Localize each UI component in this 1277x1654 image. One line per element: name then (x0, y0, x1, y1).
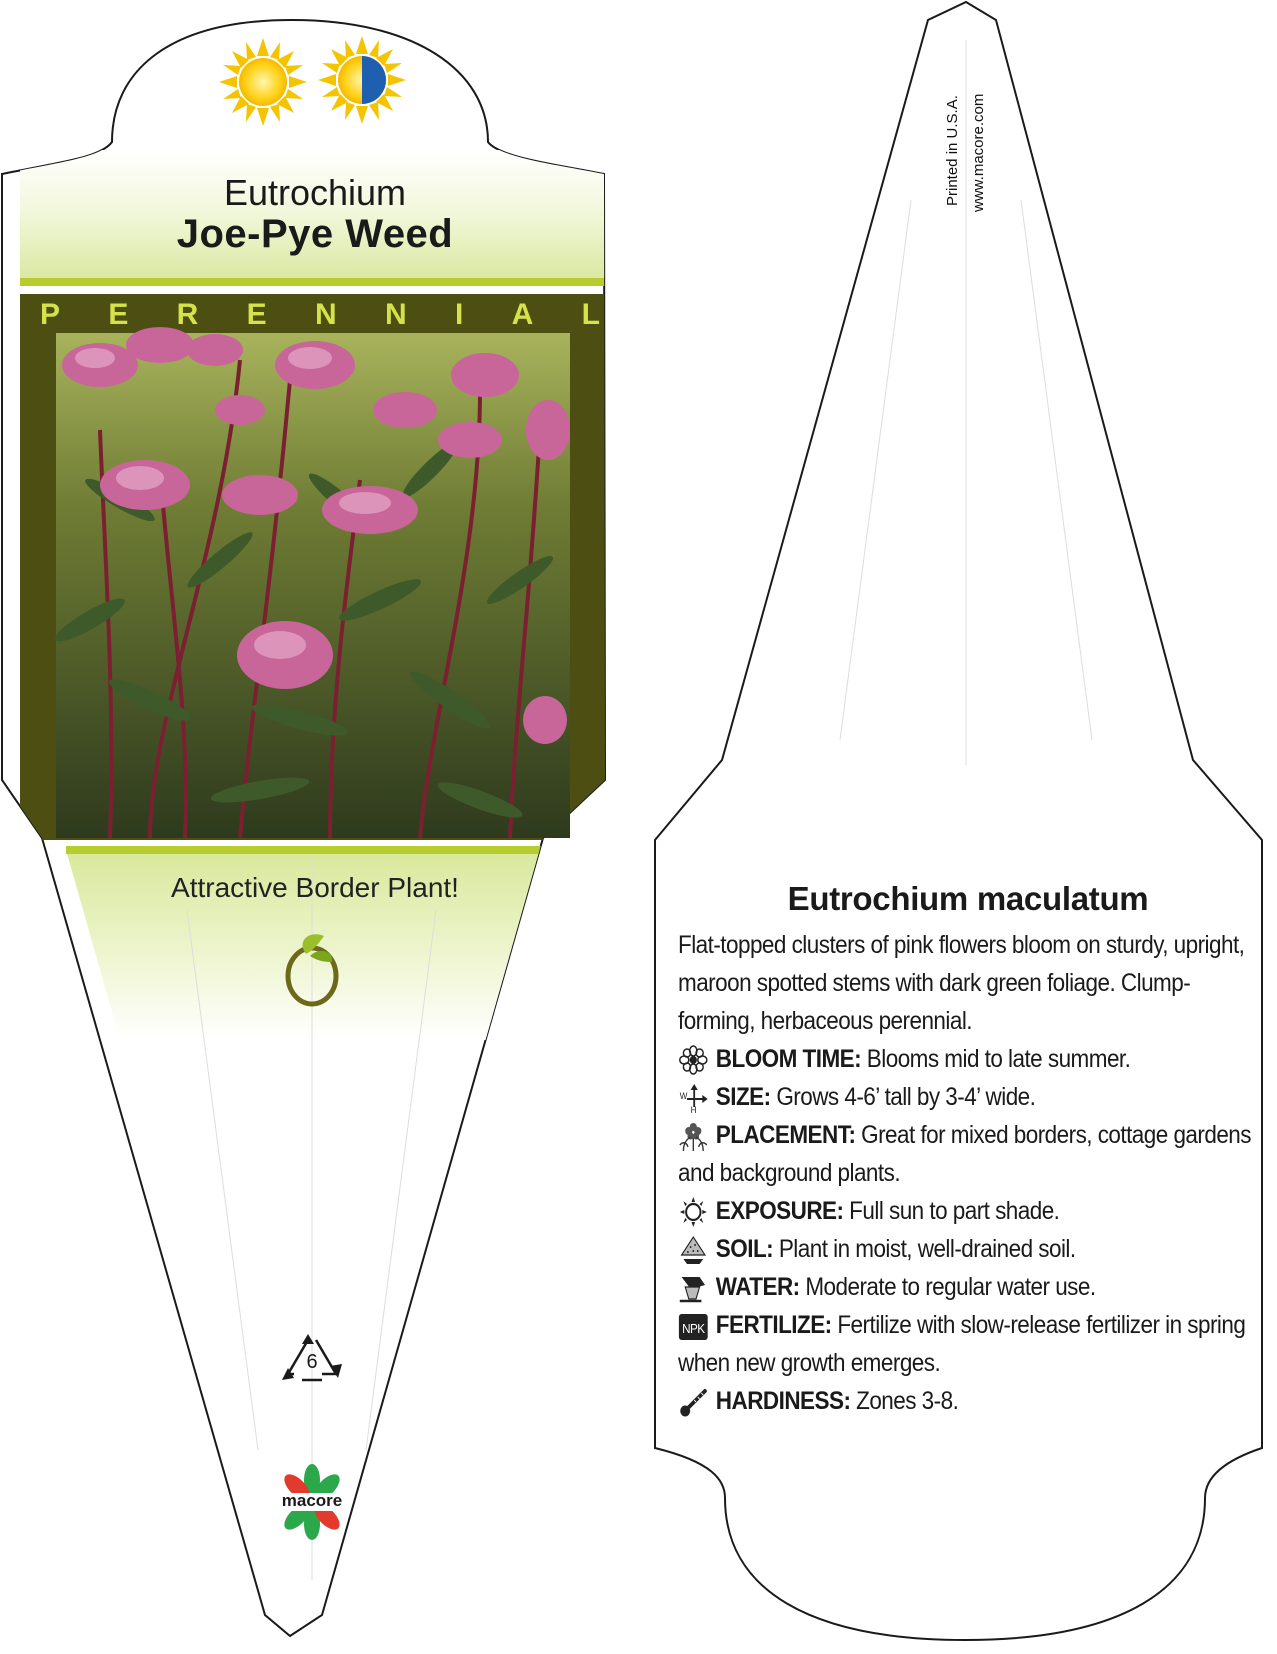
website: www.macore.com (970, 93, 987, 212)
category-letter: P (40, 298, 61, 331)
plant-photo (51, 327, 570, 838)
npk-label: NPK (682, 1321, 705, 1337)
brand-name: macore (281, 1491, 343, 1510)
watering-can-icon (678, 1273, 709, 1303)
care-label: HARDINESS: (715, 1387, 851, 1415)
care-label: SIZE: (715, 1083, 771, 1111)
sun-outline-icon (678, 1197, 709, 1227)
placement-flowers-icon (678, 1121, 709, 1151)
botanical-name: Eutrochium maculatum (787, 880, 1149, 917)
care-text: Moderate to regular water use. (799, 1273, 1096, 1301)
care-label: SOIL: (715, 1235, 774, 1263)
printed-in: Printed in U.S.A. (944, 95, 961, 206)
care-text: Blooms mid to late summer. (861, 1045, 1131, 1073)
care-text: Grows 4-6’ tall by 3-4’ wide. (770, 1083, 1036, 1111)
care-text: Zones 3-8. (850, 1387, 959, 1415)
category-letter: N (384, 298, 407, 331)
care-text: Full sun to part shade. (843, 1197, 1060, 1225)
category-letter: A (511, 298, 534, 331)
care-item-fertilize (678, 1306, 1254, 1382)
category-label (40, 298, 600, 332)
care-text: Great for mixed borders, cottage gardens and background plants. (678, 1121, 1251, 1187)
soil-trowel-icon (678, 1235, 709, 1265)
care-label: BLOOM TIME: (715, 1045, 862, 1073)
care-label: PLACEMENT: (715, 1121, 856, 1149)
common-name: Joe-Pye Weed (176, 212, 454, 256)
care-item-exposure (678, 1192, 1254, 1230)
recycle-number: 6 (306, 1351, 318, 1373)
category-letter: E (108, 298, 129, 331)
care-item-size (678, 1078, 1254, 1116)
part-sun-icon (318, 36, 406, 124)
care-item-water (678, 1268, 1254, 1306)
care-text: Fertilize with slow-release fertilizer in spring when new growth emerges. (678, 1311, 1246, 1377)
care-info (678, 880, 1258, 1420)
care-item-bloom-time (678, 1040, 1254, 1078)
care-item-placement (678, 1116, 1254, 1192)
flower-icon (678, 1045, 709, 1075)
care-label: FERTILIZE: (715, 1311, 832, 1339)
category-letter: E (246, 298, 267, 331)
category-letter: R (176, 298, 199, 331)
genus-name: Eutrochium (223, 172, 407, 213)
care-item-soil (678, 1230, 1254, 1268)
category-letter: N (314, 298, 337, 331)
category-letter: I (454, 298, 464, 331)
care-label: EXPOSURE: (715, 1197, 844, 1225)
thermometer-icon (678, 1387, 709, 1417)
npk-fertilizer-icon (678, 1311, 709, 1341)
tagline: Attractive Border Plant! (171, 872, 459, 903)
category-letter: L (581, 298, 600, 331)
care-label: WATER: (715, 1273, 800, 1301)
size-letter-w: W (679, 1090, 687, 1102)
full-sun-icon (219, 38, 307, 126)
care-item-hardiness (678, 1382, 1254, 1420)
description: Flat-topped clusters of pink flowers bloom on sturdy, upright, maroon spotted stems with dark green foliage. Clump-forming, herbaceous perennial. (678, 931, 1245, 1035)
care-text: Plant in moist, well-drained soil. (773, 1235, 1076, 1263)
size-letter-h: H (690, 1104, 696, 1114)
size-arrows-icon (678, 1083, 709, 1113)
